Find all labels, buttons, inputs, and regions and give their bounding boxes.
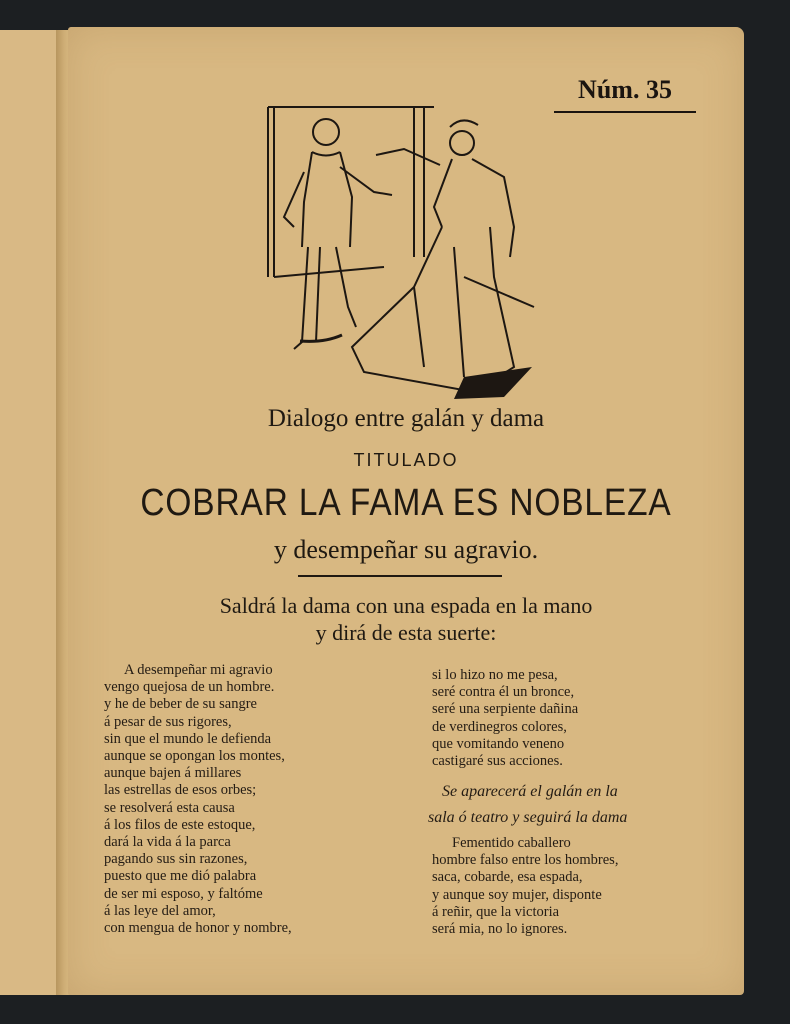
verse-line: puesto que me dió palabra [104,868,257,885]
stage-direction-line-2: y dirá de esta suerte: [315,620,497,645]
page [68,27,744,995]
verse-line: á reñir, que la victoria [432,903,560,920]
verse-line: vengo quejosa de un hombre. [104,679,275,696]
verse-line: á pesar de sus rigores, [104,713,232,730]
verse-line: de ser mi esposo, y faltóme [104,885,263,902]
verse-line: A desempeñar mi agravio [124,662,273,678]
verse-line: pagando sus sin razones, [104,851,248,868]
titulado-label: TITULADO [353,450,459,470]
verse-line: castigaré sus acciones. [432,753,563,770]
verse-line: á las leye del amor, [104,902,216,919]
verse-line: saca, cobarde, esa espada, [432,869,583,886]
verse-line: si lo hizo no me pesa, [432,667,558,683]
verse-line: hombre falso entre los hombres, [432,852,619,869]
subtitle: y desempeñar su agravio. [273,535,539,564]
verse-line: de verdinegros colores, [432,718,567,735]
verse-line: con mengua de honor y nombre, [104,920,292,937]
verse-line: dará la vida á la parca [104,834,231,851]
verse-line: y aunque soy mujer, disponte [432,886,602,903]
stage-direction-2-line: sala ó teatro y seguirá la dama [428,809,628,826]
stage-direction [68,592,744,646]
verse-line: sin que el mundo le defienda [104,730,272,747]
illustration-galan-dama [264,77,544,407]
verse-line: se resolverá esta causa [104,799,235,816]
verse-line: seré una serpiente dañina [432,701,579,718]
verse-line: y he de beber de su sangre [104,696,257,713]
stage-direction-2-line: Se aparecerá el galán en la [442,783,618,800]
issue-number: Núm. 35 [554,75,696,113]
verse-line: las estrellas de esos orbes; [104,782,257,799]
main-title: COBRAR LA FAMA ES NOBLEZA [140,482,672,524]
verse-line: Fementido caballero [452,835,571,851]
verse-line: á los filos de este estoque, [104,816,256,833]
heading: Dialogo entre galán y dama [267,405,545,432]
stage-direction-2 [428,779,688,831]
verses-right-column-1 [432,667,578,770]
verse-line: que vomitando veneno [432,735,565,752]
verse-line: aunque bajen á millares [104,765,242,782]
verse-line: será mia, no lo ignores. [432,921,568,938]
verses-right-column-2 [432,835,618,938]
title-divider [298,575,502,577]
stage-direction-line-1: Saldrá la dama con una espada en la mano [219,593,593,618]
left-page-edge [0,30,58,995]
verses-left-column [104,662,292,937]
verse-line: aunque se opongan los montes, [104,748,285,765]
verse-line: seré contra él un bronce, [432,684,575,701]
